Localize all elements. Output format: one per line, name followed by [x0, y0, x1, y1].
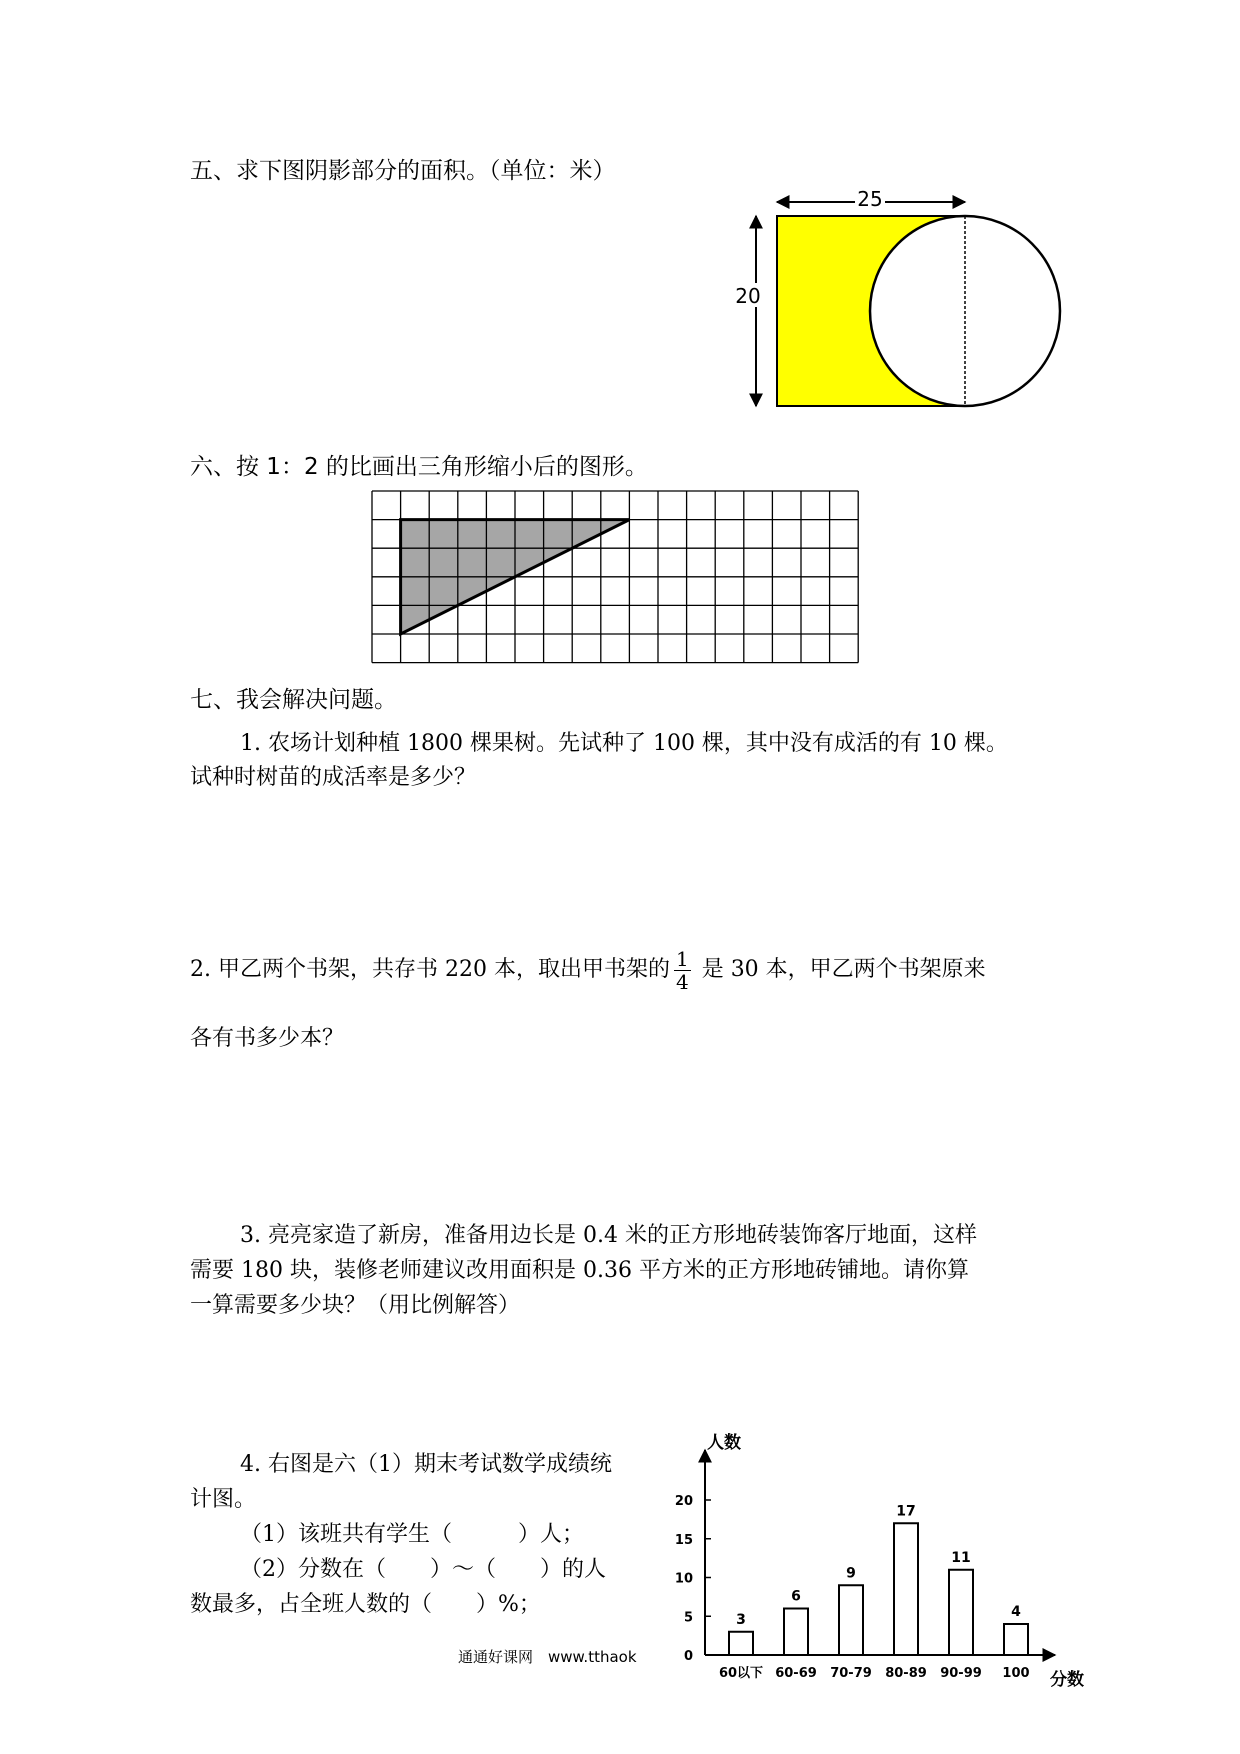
question-2-line-1 — [190, 945, 986, 995]
bar-data-label: 17 — [896, 1503, 916, 1520]
question-3-line-2: 需要 180 块，装修老师建议改用面积是 0.36 平方米的正方形地砖铺地。请你算 — [190, 1258, 969, 1283]
bar-data-label: 3 — [736, 1611, 746, 1628]
question-2-text-b: 是 30 本，甲乙两个书架原来 — [694, 957, 986, 982]
question-3-line-3: 一算需要多少块？（用比例解答） — [190, 1293, 521, 1318]
question-4-sub-3: 数最多，占全班人数的（ ）%； — [190, 1592, 541, 1617]
width-dimension-label: 25 — [857, 187, 883, 211]
bar — [729, 1632, 753, 1655]
question-1-line-1: 1. 农场计划种植 1800 棵果树。先试种了 100 棵，其中没有成活的有 10 棵。 — [240, 731, 1008, 756]
fraction-numerator: 1 — [675, 946, 689, 971]
x-tick-label: 100 — [1002, 1666, 1030, 1681]
x-axis-label: 分数 — [1050, 1670, 1084, 1690]
question-2-line-2: 各有书多少本？ — [190, 1026, 345, 1051]
y-tick-label: 0 — [683, 1649, 693, 1664]
bar-data-label: 4 — [1011, 1604, 1021, 1620]
question-3-line-1: 3. 亮亮家造了新房，准备用边长是 0.4 米的正方形地砖装饰客厅地面，这样 — [240, 1223, 977, 1248]
section7-title: 七、我会解决问题。 — [190, 687, 397, 713]
question-4-sub-2: （2）分数在（ ）～（ ）的人 — [240, 1557, 606, 1582]
question-2-text-a: 2. 甲乙两个书架，共存书 220 本，取出甲书架的 — [190, 957, 670, 982]
y-tick-label: 20 — [674, 1494, 693, 1509]
bar-data-label: 9 — [846, 1565, 856, 1582]
section5-title: 五、求下图阴影部分的面积。（单位：米） — [190, 158, 616, 184]
bar-data-label: 6 — [791, 1588, 801, 1605]
shaded-area-figure — [720, 185, 1060, 415]
bar — [784, 1609, 808, 1656]
question-4-line-1: 4. 右图是六（1）期末考试数学成绩统 — [240, 1452, 612, 1477]
bar — [1004, 1624, 1028, 1655]
bar — [839, 1585, 863, 1655]
score-bar-chart — [655, 1420, 1084, 1700]
bar — [894, 1523, 918, 1655]
x-tick-label: 80-89 — [885, 1666, 927, 1681]
bar — [949, 1570, 973, 1655]
x-tick-label: 70-79 — [830, 1666, 872, 1681]
x-tick-label: 60-69 — [775, 1666, 817, 1681]
section6-title: 六、按 1：2 的比画出三角形缩小后的图形。 — [190, 454, 648, 480]
bar-data-label: 11 — [951, 1549, 971, 1566]
footer-watermark: 通通好课网 www.tthaok — [458, 1648, 637, 1666]
x-tick-label: 90-99 — [940, 1666, 982, 1681]
height-dimension-label: 20 — [735, 284, 761, 308]
question-4-sub-1: （1）该班共有学生（ ）人； — [240, 1522, 584, 1547]
question-4-line-2: 计图。 — [190, 1487, 257, 1512]
fraction-one-quarter — [674, 948, 691, 993]
y-tick-label: 5 — [683, 1610, 693, 1626]
x-tick-label: 60以下 — [718, 1666, 764, 1681]
scaling-grid — [370, 488, 866, 681]
y-tick-label: 15 — [674, 1532, 693, 1548]
fraction-denominator: 4 — [675, 969, 689, 994]
y-tick-label: 10 — [674, 1571, 693, 1587]
question-1-line-2: 试种时树苗的成活率是多少？ — [190, 765, 477, 790]
y-axis-label: 人数 — [707, 1433, 741, 1453]
